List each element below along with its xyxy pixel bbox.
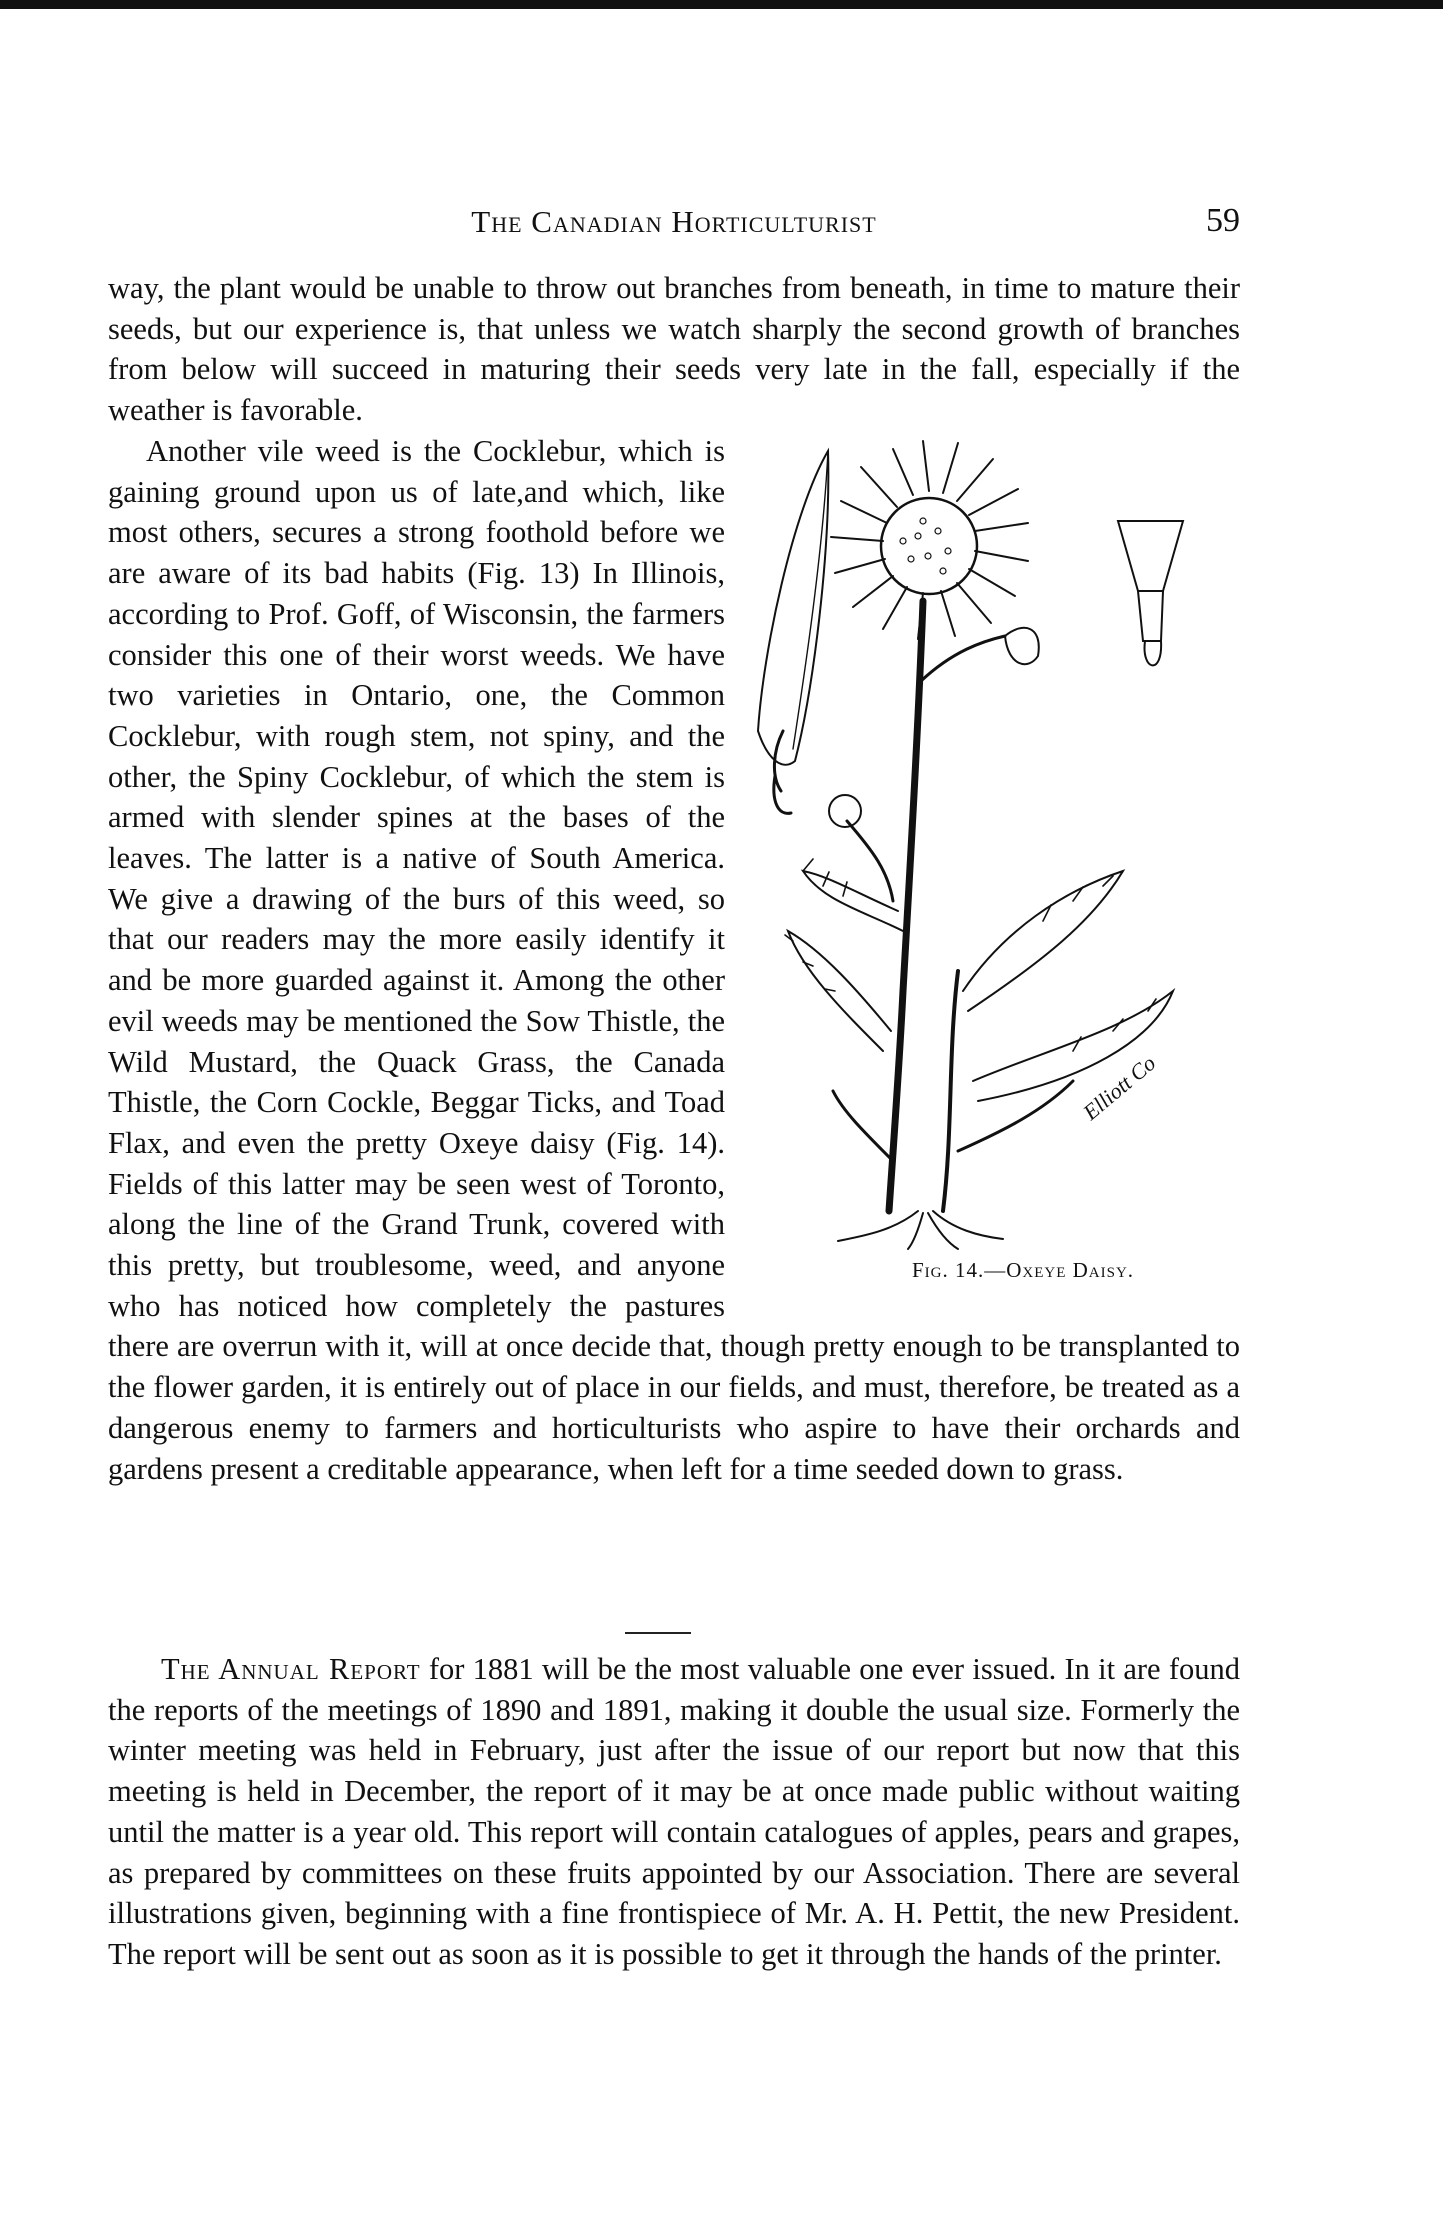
figure-14: [743, 431, 1240, 1308]
figure-caption: Fig. 14.—Oxeye Daisy.: [911, 1258, 1135, 1282]
section-divider: [625, 1632, 691, 1634]
paragraph-1-text: way, the plant would be unable to throw out branches from beneath, in time to mature their seeds, but our experience is, that unless we watch sharply the second growth of branches from below will succeed in maturing their seeds very late in the fall, especially if the weather is favorable.: [108, 271, 1240, 428]
engraver-signature: Elliott Co: [1078, 1050, 1161, 1125]
paragraph-3: [108, 1649, 1240, 1975]
top-rule: [0, 0, 1443, 9]
page-header: [108, 198, 1240, 248]
page-number: 59: [1206, 202, 1240, 239]
annual-report-lead: The Annual Report: [161, 1652, 421, 1686]
paragraph-3-text: [108, 1649, 1240, 1975]
running-title: The Canadian Horticulturist: [471, 204, 877, 239]
paragraph-3-body: for 1881 will be the most valuable one ever issued. In it are found the reports of the meetings of 1890 and 1891, making it double the usual size. Formerly the winter meeting was held in February, just after the issue of our report but now that this meeting is held in December, the report of it may be at once made public without waiting until the matter is a year old. This report will contain catalogues of apples, pears and grapes, as prepared by committees on these fruits appointed by our Association. There are several illustrations given, beginning with a fine frontispiece of Mr. A. H. Pettit, the new President. The report will be sent out as soon as it is possible to get it through the hands of the printer.: [108, 1652, 1240, 1971]
oxeye-daisy-illustration: [743, 431, 1240, 1251]
paragraph-2-block: [108, 431, 1240, 1489]
paragraph-2-text: Another vile weed is the Cocklebur, which is gaining ground upon us of late,and which, like most others, secures a strong foothold before we are aware of its bad habits (Fig. 13) In Illinois, according to Prof. Goff, of Wisconsin, the farmers consider this one of their worst weeds. We have two varieties in Ontario, one, the Common Cocklebur, with rough stem, not spiny, and the other, the Spiny Cocklebur, of which the stem is armed with slender spines at the bases of the leaves. The latter is a native of South America. We give a drawing of the burs of this weed, so that our readers may the more easily identify it and be more guarded against it. Among the other evil weeds may be mentioned the Sow Thistle, the Wild Mustard, the Quack Grass, the Canada Thistle, the Corn Cockle, Beggar Ticks, and Toad Flax, and even the pretty Oxeye daisy (Fig. 14). Fields of this latter may be seen west of Toronto, along the line of the Grand Trunk, covered with this pretty, but troublesome, weed, and anyone who has noticed how completely the pastures there are overrun with it, will at once decide that, though pretty enough to be transplanted to the flower garden, it is entirely out of place in our fields, and must, therefore, be treated as a dangerous enemy to farmers and horticulturists who aspire to have their orchards and gardens present a creditable appearance, when left for a time seeded down to grass.: [108, 434, 1240, 1486]
paragraph-1: [108, 268, 1240, 431]
